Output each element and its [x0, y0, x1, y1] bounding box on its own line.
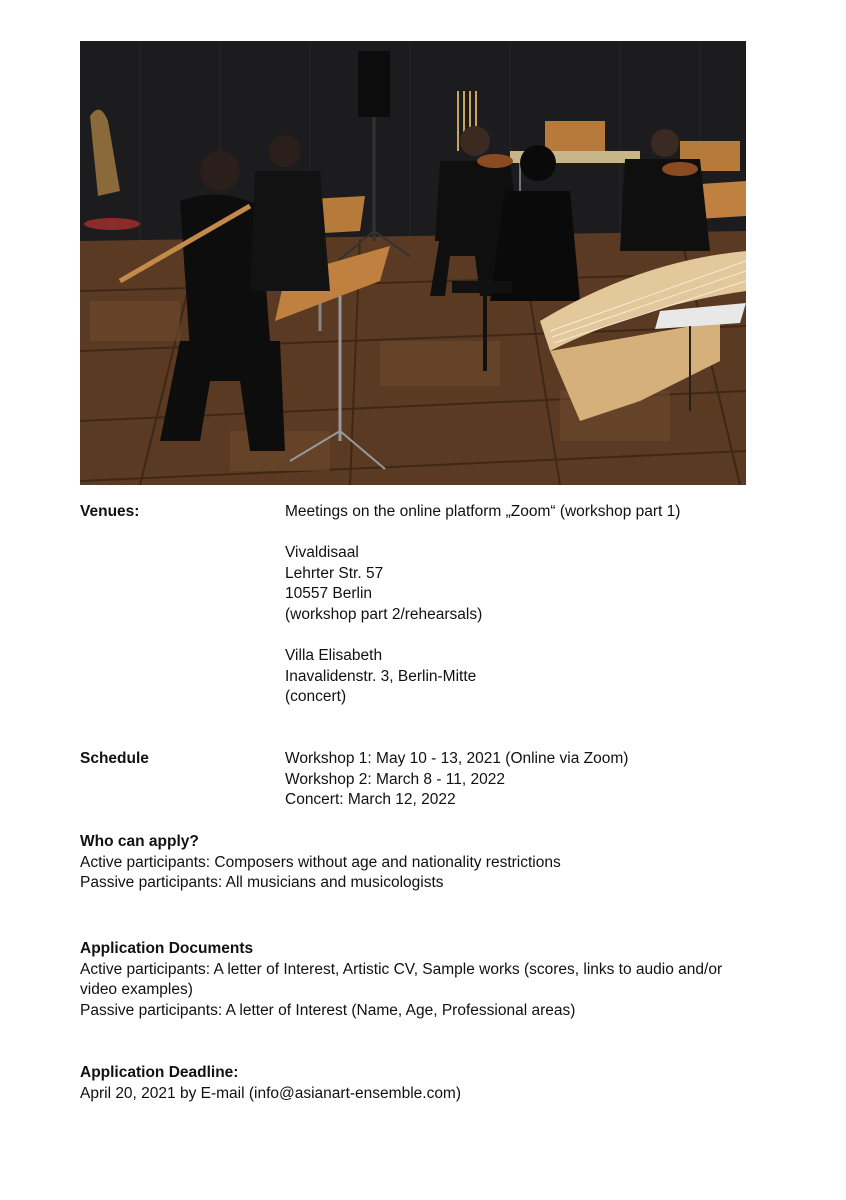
deadline-heading: Application Deadline:: [80, 1064, 239, 1081]
schedule-label: Schedule: [80, 750, 149, 767]
venue1-name: Vivaldisaal: [285, 544, 359, 562]
venues-details: [285, 502, 765, 708]
venue2-name: Villa Elisabeth: [285, 647, 383, 665]
schedule-item: Concert: March 12, 2022: [285, 791, 456, 809]
deadline-text: April 20, 2021 by E-mail (info@asianart-ensemble.com): [80, 1084, 462, 1102]
venue-online: Meetings on the online platform „Zoom“ (workshop part 1): [285, 503, 681, 520]
deadline-section: [80, 1063, 760, 1104]
schedule-list: [285, 749, 765, 811]
venue1-city: 10557 Berlin: [285, 585, 373, 603]
schedule-item: Workshop 2: March 8 - 11, 2022: [285, 770, 505, 788]
venue2-street: Inavalidenstr. 3, Berlin-Mitte: [285, 667, 477, 685]
documents-section: [80, 939, 752, 1021]
who-active: Active participants: Composers without age and nationality restrictions: [80, 853, 561, 871]
venue1-street: Lehrter Str. 57: [285, 564, 384, 582]
schedule-item: Workshop 1: May 10 - 13, 2021 (Online via Zoom): [285, 750, 629, 767]
venue1-note: (workshop part 2/rehearsals): [285, 605, 483, 623]
documents-active: Active participants: A letter of Interest, Artistic CV, Sample works (scores, links to audio and/or video examples): [80, 960, 723, 999]
who-heading: Who can apply?: [80, 833, 199, 850]
ensemble-performance-photo: [80, 41, 746, 485]
who-passive: Passive participants: All musicians and musicologists: [80, 874, 444, 892]
who-can-apply-section: [80, 832, 760, 894]
documents-passive: Passive participants: A letter of Interest (Name, Age, Professional areas): [80, 1001, 576, 1019]
venue2-note: (concert): [285, 688, 347, 706]
venues-label: Venues:: [80, 503, 140, 520]
documents-heading: Application Documents: [80, 940, 254, 957]
